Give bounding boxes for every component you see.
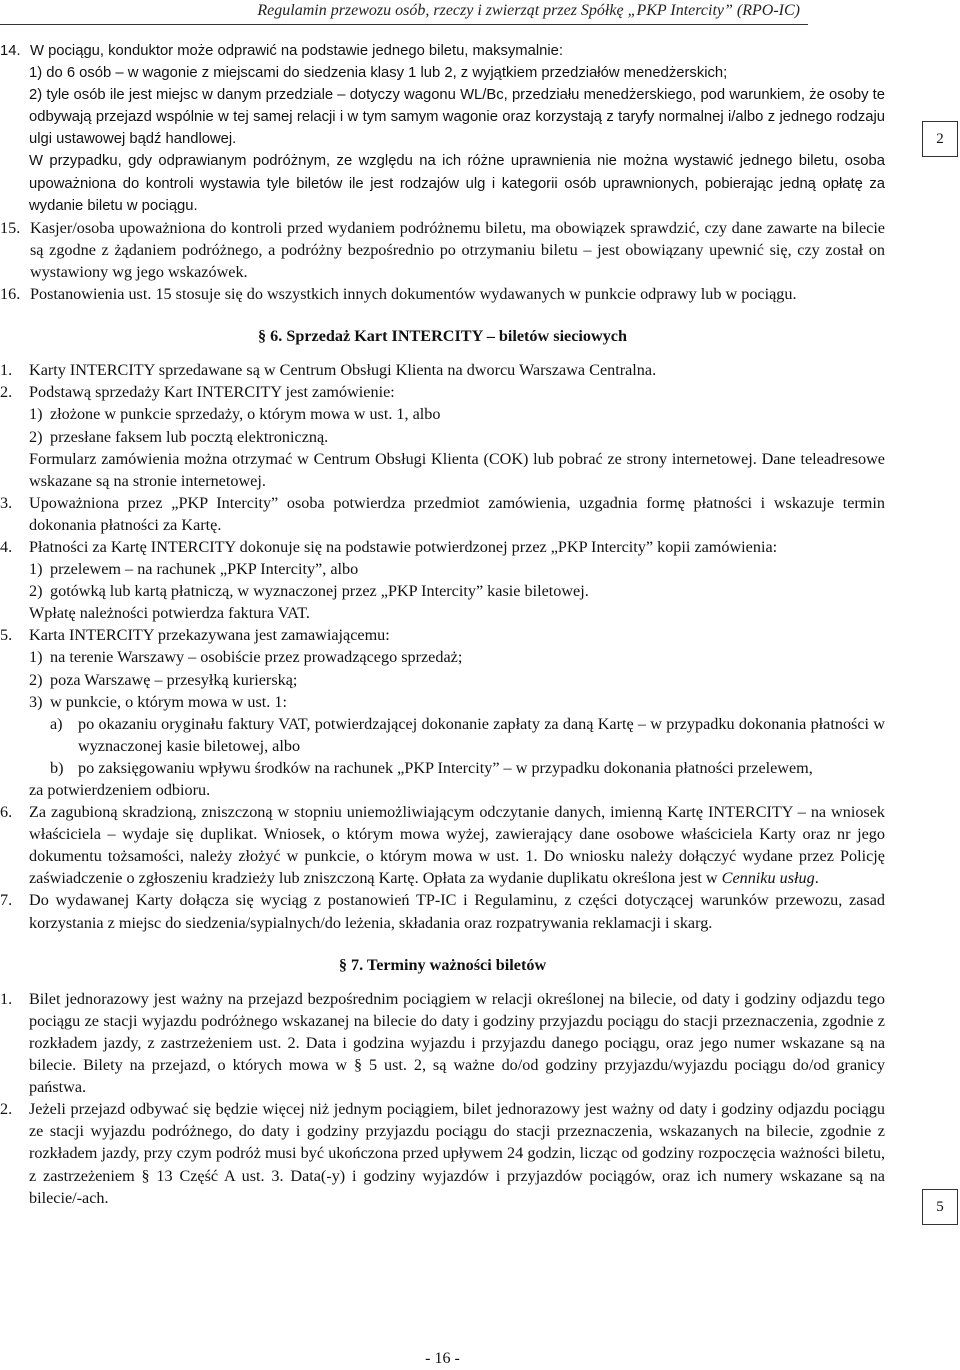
margin-marker: 5 xyxy=(922,1189,958,1225)
item-14 xyxy=(0,40,885,217)
item-14-point-2: 2) tyle osób ile jest miejsc w danym przedziale – dotyczy wagonu WL/Bc, przedziału menedżerskiego, pod warunkiem, że osoby te odbywają przejazd wspólnie w tej samej relacji i w tym samym wagonie oraz korzystają z taryfy normalnej i/albo z jednego rodzaju ulgi ustawowej bądź handlowej. xyxy=(29,87,885,148)
item-number: 1. xyxy=(0,361,13,380)
item-number: 15. xyxy=(0,218,21,237)
subsub-text: po zaksięgowaniu wpływu środków na rachunek „PKP Intercity” – w przypadku dokonania płatności przelewem, xyxy=(78,758,813,777)
item-15-text: Kasjer/osoba upoważniona do kontroli przed wydaniem podróżnemu biletu, ma obowiązek sprawdzić, czy dane zawarte na bilecie są zgodne z żądaniem podróżnego, a podróżny bezpośrednio po otrzymaniu biletu – jest obowiązany upewnić się, czy został on wystawiony wg jego wskazówek. xyxy=(30,218,885,281)
document-body xyxy=(0,40,885,1209)
s6-p3 xyxy=(0,492,885,536)
sub-number: 1) xyxy=(29,405,43,424)
item-number: 6. xyxy=(0,803,13,822)
sub-number: 2) xyxy=(29,670,43,689)
s6-p7 xyxy=(0,889,885,933)
s6-p6-text xyxy=(29,801,885,889)
item-14-point-1: 1) do 6 osób – w wagonie z miejscami do siedzenia klasy 1 lub 2, z wyjątkiem przedziałów menedżerskich; xyxy=(29,65,728,82)
item-number: 5. xyxy=(0,626,13,645)
subsub-letter: a) xyxy=(50,714,63,733)
page-header: Regulamin przewozu osób, rzeczy i zwierząt przez Spółkę „PKP Intercity” (RPO-IC) xyxy=(257,2,800,19)
s7-p2-text: Jeżeli przejazd odbywać się będzie więcej niż jednym pociągiem, bilet jednorazowy jest ważny od daty i godziny odjazdu pociągu ze stacji wyjazdu podróżnego, do daty i godziny przyjazdu pociągu do stacji przeznaczenia, wskazanych na bilecie, zgodnie z rozkładem jazdy, przy czym podróż musi być ukończona przed upływem 24 godzin, licząc od godziny rozpoczęcia ważności biletu, z zastrzeżeniem § 13 Część A ust. 3. Data(-y) i godziny wyjazdów i przyjazdów pociągów, oraz ich numery wskazane są na bilecie/-ach. xyxy=(29,1100,885,1207)
item-number: 2. xyxy=(0,1100,13,1119)
s6-p2 xyxy=(0,381,885,491)
s6-p6 xyxy=(0,801,885,889)
page-number: - 16 - xyxy=(425,1350,460,1367)
item-number: 16. xyxy=(0,285,21,304)
s7-p2 xyxy=(0,1098,885,1208)
sub-text: w punkcie, o którym mowa w ust. 1: xyxy=(50,692,287,711)
s6-p5-after: za potwierdzeniem odbioru. xyxy=(29,781,211,799)
s6-p3-text: Upoważniona przez „PKP Intercity” osoba potwierdza przedmiot zamówienia, uzgadnia formę płatności i wskazuje termin dokonania płatności za Kartę. xyxy=(29,493,885,534)
margin-marker: 2 xyxy=(922,121,958,157)
s6-p2-after: Formularz zamówienia można otrzymać w Centrum Obsługi Klienta (COK) lub pobrać ze strony internetowej. Dane teleadresowe wskazane są na stronie internetowej. xyxy=(29,449,885,490)
item-number: 14. xyxy=(0,43,21,59)
price-list-reference: Cenniku usług xyxy=(721,869,815,888)
item-14-paragraph: W przypadku, gdy odprawianym podróżnym, ze względu na ich różne uprawnienia nie można wystawić jednego biletu, osoba upoważniona do kontroli wystawia tyle biletów ile jest rodzajów ulg i kategorii osób uprawnionych, pobierając jedną opłatę za wydanie biletu w pociągu. xyxy=(29,153,885,214)
s6-p5-text: Karta INTERCITY przekazywana jest zamawiającemu: xyxy=(29,626,390,645)
s6-p4 xyxy=(0,536,885,624)
item-15 xyxy=(0,217,885,283)
sub-number: 1) xyxy=(29,648,43,667)
item-number: 3. xyxy=(0,493,13,512)
s6-p4-after: Wpłatę należności potwierdza faktura VAT. xyxy=(29,604,310,623)
sub-text: przelewem – na rachunek „PKP Intercity”, albo xyxy=(50,560,359,579)
item-14-intro: W pociągu, konduktor może odprawić na podstawie jednego biletu, maksymalnie: xyxy=(30,43,563,59)
s6-p6-body: Za zagubioną skradzioną, zniszczoną w stopniu uniemożliwiającym odczytanie danych, imienną Kartę INTERCITY – na wniosek właściciela – wydaje się duplikat. Wniosek, o którym mowa wyżej, zawierający dane osobowe właściciela Karty oraz nr jego dokumentu tożsamości, należy złożyć w punkcie, o którym mowa w ust. 1. Do wniosku należy dołączyć wydane przez Policję zaświadczenie o zgłoszeniu kradzieży lub zniszczoną Kartę. Opłata za wydanie duplikatu określona jest w xyxy=(29,803,885,888)
item-number: 7. xyxy=(0,891,13,910)
item-number: 2. xyxy=(0,383,13,402)
item-16 xyxy=(0,283,885,305)
s6-p6-end: . xyxy=(814,869,819,888)
s6-p5 xyxy=(0,624,885,801)
sub-number: 2) xyxy=(29,427,43,446)
sub-text: na terenie Warszawy – osobiście przez prowadzącego sprzedaż; xyxy=(50,648,463,667)
section-6-heading: § 6. Sprzedaż Kart INTERCITY – biletów sieciowych xyxy=(258,327,627,346)
item-number: 4. xyxy=(0,537,13,556)
s6-p4-text: Płatności za Kartę INTERCITY dokonuje się na podstawie potwierdzonej przez „PKP Intercity” kopii zamówienia: xyxy=(29,537,778,556)
sub-number: 3) xyxy=(29,692,43,711)
s6-p2-text: Podstawą sprzedaży Kart INTERCITY jest zamówienie: xyxy=(29,383,395,402)
s7-p1-text: Bilet jednorazowy jest ważny na przejazd bezpośrednim pociągiem w relacji określonej na bilecie, od daty i godziny odjazdu tego pociągu ze stacji wyjazdu podróżnego wskazanej na bilecie do daty i godziny przyjazdu pociągu do stacji przeznaczenia, zgodnie z rozkładem jazdy, z zastrzeżeniem ust. 2. Data i godzina wyjazdu i przyjazdu danego pociągu, oraz jego numer wskazane są na bilecie. Bilety na przejazd, o których mowa w § 5 ust. 2, są ważne do/od godziny przyjazdu/wyjazdu pociągu do/od granicy państwa. xyxy=(29,989,885,1097)
s6-p1 xyxy=(0,359,885,381)
subsub-letter: b) xyxy=(50,758,64,777)
sub-text: gotówką lub kartą płatniczą, w wyznaczonej przez „PKP Intercity” kasie biletowej. xyxy=(50,582,589,601)
sub-number: 1) xyxy=(29,560,43,579)
item-16-text: Postanowienia ust. 15 stosuje się do wszystkich innych dokumentów wydawanych w punkcie odprawy lub w pociągu. xyxy=(30,285,797,304)
sub-text: przesłane faksem lub pocztą elektroniczną. xyxy=(50,427,329,446)
section-7-heading: § 7. Terminy ważności biletów xyxy=(338,955,547,974)
header-rule xyxy=(0,24,808,25)
s7-p1 xyxy=(0,988,885,1098)
sub-text: złożone w punkcie sprzedaży, o którym mowa w ust. 1, albo xyxy=(50,405,441,424)
item-number: 1. xyxy=(0,989,13,1008)
sub-text: poza Warszawę – przesyłką kurierską; xyxy=(50,670,298,689)
subsub-text: po okazaniu oryginału faktury VAT, potwierdzającej dokonanie zapłaty za daną Kartę – w przypadku dokonania płatności w wyznaczonej kasie biletowej, albo xyxy=(78,714,885,755)
sub-number: 2) xyxy=(29,582,43,601)
s6-p1-text: Karty INTERCITY sprzedawane są w Centrum Obsługi Klienta na dworcu Warszawa Centralna. xyxy=(29,361,657,380)
s6-p7-text: Do wydawanej Karty dołącza się wyciąg z postanowień TP-IC i Regulaminu, z części dotyczącej warunków przewozu, zasad korzystania z miejsc do siedzenia/sypialnych/do leżenia, składania oraz rozpatrywania reklamacji i skarg. xyxy=(29,891,885,932)
